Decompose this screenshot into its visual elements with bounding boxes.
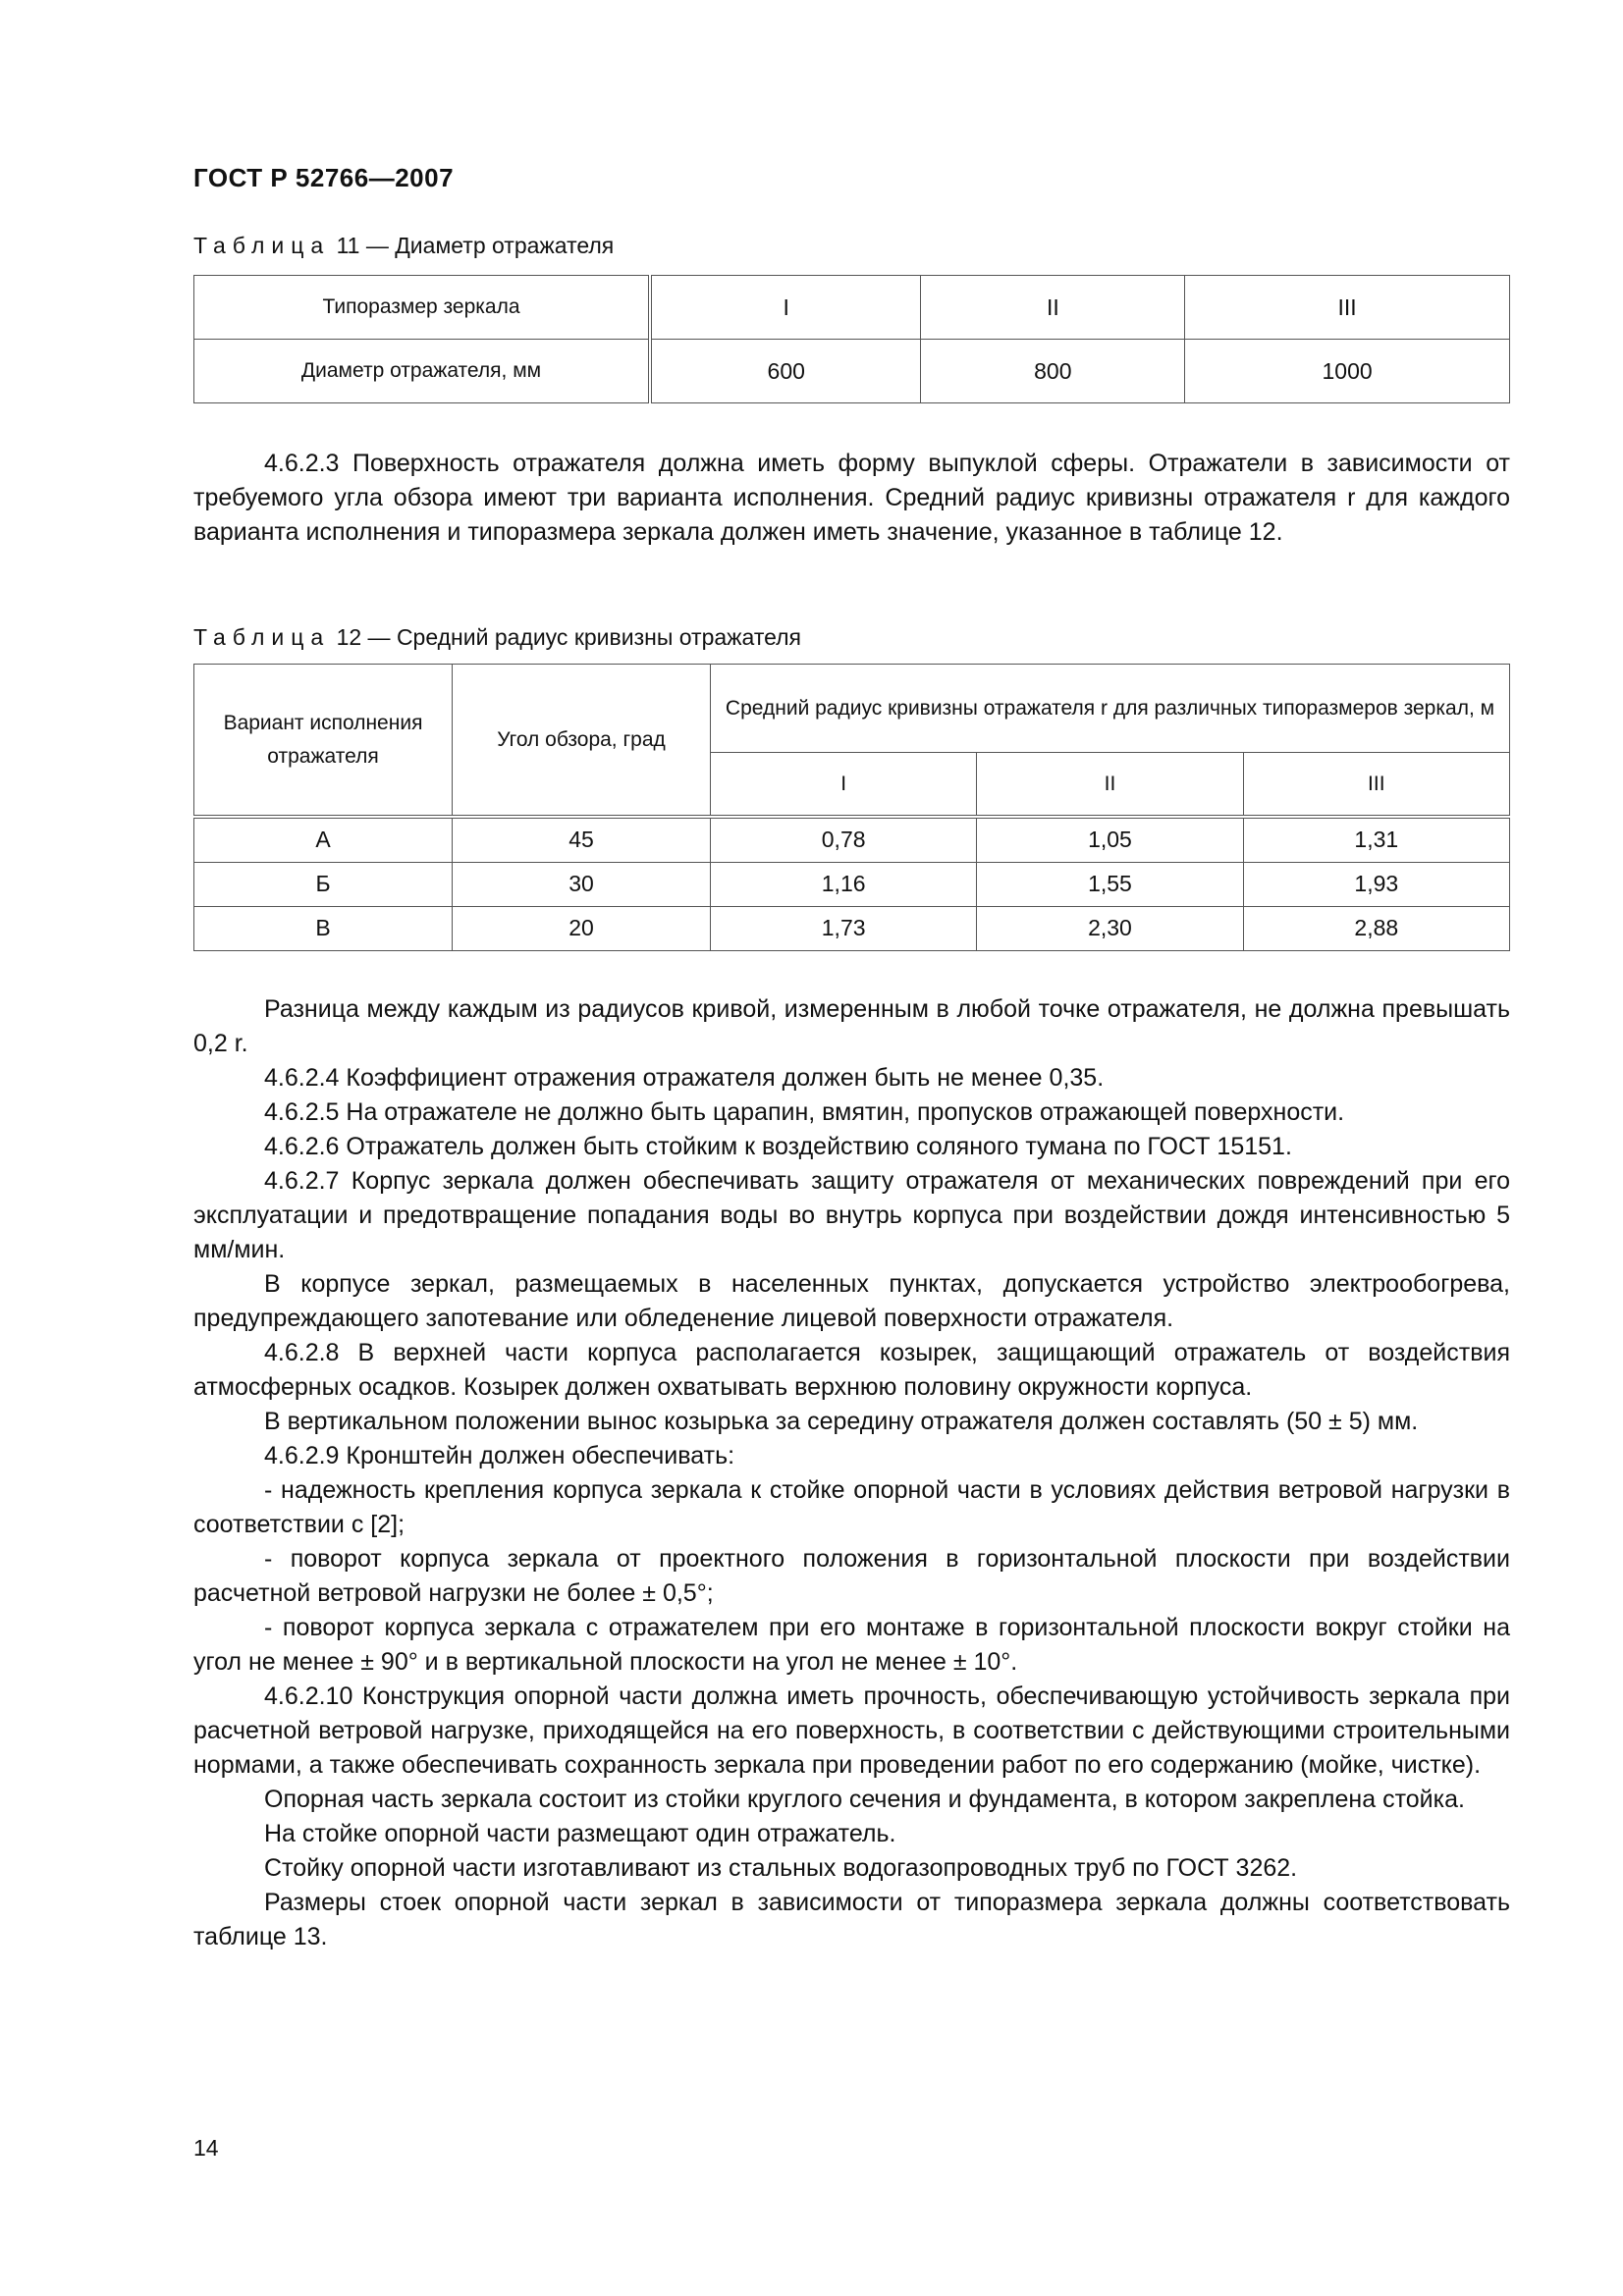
table-11	[193, 275, 1510, 403]
table-cell: 1,93	[1243, 863, 1509, 907]
table-row	[194, 817, 1510, 863]
paragraph: - надежность крепления корпуса зеркала к стойке опорной части в условиях действия ветровой нагрузки в соответствии с [2];	[193, 1476, 1510, 1538]
paragraph: 4.6.2.6 Отражатель должен быть стойким к воздействию соляного тумана по ГОСТ 15151.	[264, 1133, 1292, 1160]
table-12	[193, 664, 1510, 951]
table-row	[194, 863, 1510, 907]
table-cell: 2,30	[977, 907, 1243, 951]
table-cell: 2,88	[1243, 907, 1509, 951]
table-header-row	[194, 665, 1510, 753]
table-11-caption-word: Таблица	[193, 233, 331, 258]
header-angle: Угол обзора, град	[453, 665, 711, 818]
page-number: 14	[193, 2135, 219, 2161]
table-cell: 1,16	[711, 863, 977, 907]
table-12-caption-text: 12 — Средний радиус кривизны отражателя	[330, 624, 802, 650]
paragraph: Разница между каждым из радиусов кривой, измеренным в любой точке отражателя, не должна превышать 0,2 r.	[193, 995, 1510, 1057]
paragraph: На стойке опорной части размещают один отражатель.	[264, 1820, 896, 1847]
table-12-caption-word: Таблица	[193, 624, 331, 650]
text-block-1	[193, 447, 1510, 550]
header-size: II	[977, 753, 1243, 818]
paragraph: 4.6.2.3 Поверхность отражателя должна иметь форму выпуклой сферы. Отражатели в зависимости от требуемого угла обзора имеют три варианта исполнения. Средний радиус кривизны отражателя r для каждого варианта исполнения и типоразмера зеркала должен иметь значение, указанное в таблице 12.	[193, 450, 1510, 546]
paragraph: 4.6.2.4 Коэффициент отражения отражателя должен быть не менее 0,35.	[264, 1064, 1105, 1092]
table-11-caption-text: 11 — Диаметр отражателя	[330, 233, 615, 258]
table-11-caption	[193, 233, 614, 259]
paragraph: В корпусе зеркал, размещаемых в населенных пунктах, допускается устройство электрообогрева, предупреждающего запотевание или обледенение лицевой поверхности отражателя.	[193, 1270, 1510, 1332]
text-block-2	[193, 992, 1510, 1954]
table-cell: 30	[453, 863, 711, 907]
table-cell: Б	[194, 863, 453, 907]
paragraph: Стойку опорной части изготавливают из стальных водогазопроводных труб по ГОСТ 3262.	[264, 1854, 1298, 1882]
paragraph: В вертикальном положении вынос козырька за середину отражателя должен составлять (50 ± 5) мм.	[264, 1408, 1419, 1435]
table-cell: 1,55	[977, 863, 1243, 907]
paragraph: 4.6.2.7 Корпус зеркала должен обеспечивать защиту отражателя от механических повреждений при его эксплуатации и предотвращение попадания воды во внутрь корпуса при воздействии дождя интенсивностью 5 мм/мин.	[193, 1167, 1510, 1263]
table-cell: 600	[650, 340, 921, 403]
table-row	[194, 907, 1510, 951]
paragraph: 4.6.2.5 На отражателе не должно быть царапин, вмятин, пропусков отражающей поверхности.	[264, 1098, 1345, 1126]
table-12-caption	[193, 624, 801, 651]
table-cell: 20	[453, 907, 711, 951]
table-cell: 0,78	[711, 817, 977, 863]
table-cell: В	[194, 907, 453, 951]
table-row	[194, 276, 1510, 340]
table-cell: А	[194, 817, 453, 863]
paragraph: - поворот корпуса зеркала с отражателем при его монтаже в горизонтальной плоскости вокруг стойки на угол не менее ± 90° и в вертикальной плоскости на угол не менее ± 10°.	[193, 1614, 1510, 1676]
table-cell: II	[921, 276, 1185, 340]
paragraph: - поворот корпуса зеркала от проектного положения в горизонтальной плоскости при воздействии расчетной ветровой нагрузки не более ± 0,5°;	[193, 1545, 1510, 1607]
table-cell: 45	[453, 817, 711, 863]
table-cell: 1000	[1185, 340, 1510, 403]
table-cell: Типоразмер зеркала	[194, 276, 651, 340]
paragraph: 4.6.2.9 Кронштейн должен обеспечивать:	[264, 1442, 735, 1469]
table-cell: 1,31	[1243, 817, 1509, 863]
table-cell: 1,05	[977, 817, 1243, 863]
table-cell: 800	[921, 340, 1185, 403]
document-header: ГОСТ Р 52766—2007	[193, 163, 455, 192]
header-radius: Средний радиус кривизны отражателя r для различных типоразмеров зеркал, м	[711, 665, 1510, 753]
paragraph: Размеры стоек опорной части зеркал в зависимости от типоразмера зеркала должны соответствовать таблице 13.	[193, 1889, 1510, 1950]
table-cell: I	[650, 276, 921, 340]
paragraph: 4.6.2.10 Конструкция опорной части должна иметь прочность, обеспечивающую устойчивость зеркала при расчетной ветровой нагрузке, приходящейся на его поверхность, в соответствии с действующими строительными нормами, а также обеспечивать сохранность зеркала при проведении работ по его содержанию (мойке, чистке).	[193, 1682, 1510, 1779]
paragraph: 4.6.2.8 В верхней части корпуса располагается козырек, защищающий отражатель от воздействия атмосферных осадков. Козырек должен охватывать верхнюю половину окружности корпуса.	[193, 1339, 1510, 1401]
table-cell: 1,73	[711, 907, 977, 951]
paragraph: Опорная часть зеркала состоит из стойки круглого сечения и фундамента, в котором закреплена стойка.	[264, 1786, 1465, 1813]
table-row	[194, 340, 1510, 403]
table-cell: III	[1185, 276, 1510, 340]
header-variant: Вариант исполнения отражателя	[194, 665, 453, 818]
header-size: I	[711, 753, 977, 818]
table-cell: Диаметр отражателя, мм	[194, 340, 651, 403]
header-size: III	[1243, 753, 1509, 818]
